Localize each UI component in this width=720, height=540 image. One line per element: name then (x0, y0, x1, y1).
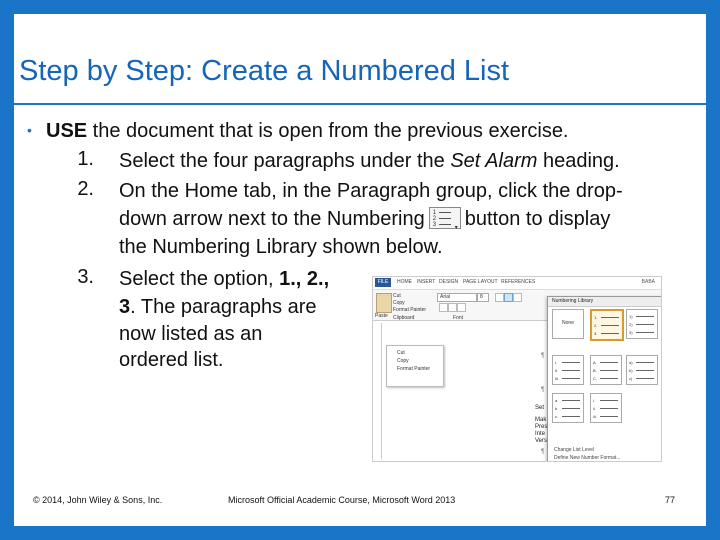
numbering-library-option[interactable] (552, 355, 584, 385)
paragraph-mark: ¶ (541, 387, 545, 393)
clipboard-group-label: Clipboard (393, 315, 415, 321)
option-mark: 1) (629, 314, 633, 319)
option-line (636, 324, 654, 325)
ctx-format-painter[interactable]: Format Painter (397, 366, 431, 372)
top-right-label: BABA (641, 279, 655, 285)
context-menu (386, 345, 444, 387)
bold-button[interactable] (439, 303, 448, 312)
option-mark: C. (593, 376, 597, 381)
numbering-library-option[interactable] (590, 309, 624, 341)
step-3-line3: now listed as an (119, 323, 263, 345)
footer-course: Microsoft Official Academic Course, Microsoft Word 2013 (228, 495, 456, 505)
document-area[interactable] (381, 323, 545, 459)
option-mark: c. (555, 414, 559, 419)
bullet-marker: • (27, 122, 32, 138)
option-mark: c) (629, 376, 633, 381)
option-mark: b) (629, 368, 633, 373)
font-size-box[interactable]: 8 (477, 293, 489, 302)
step-1-italic: Set Alarm (450, 150, 538, 172)
option-mark: 3. (594, 331, 598, 336)
file-tab[interactable]: FILE (375, 278, 391, 287)
option-mark: III. (555, 376, 560, 381)
option-mark: 3) (629, 330, 633, 335)
menu-change-list-level[interactable]: Change List Level (554, 447, 595, 453)
numbering-library-option[interactable] (626, 355, 658, 385)
numbering-library-option[interactable] (552, 309, 584, 339)
doc-peek-4: Inte (535, 431, 546, 437)
numbering-library-option[interactable] (626, 309, 658, 339)
numbering-library-option[interactable] (590, 355, 622, 385)
paragraph-mark: ¶ (541, 353, 545, 359)
step-1-pre: Select the four paragraphs under the (119, 150, 451, 172)
option-line (636, 316, 654, 317)
option-line (562, 416, 580, 417)
option-mark: ii. (593, 406, 596, 411)
option-line (636, 378, 654, 379)
menu-define-new-format[interactable]: Define New Number Format... (554, 455, 621, 461)
title-divider (14, 103, 706, 105)
step-3-line1 (119, 266, 329, 292)
option-mark: 2. (594, 323, 598, 328)
font-group-label: Font (453, 315, 464, 321)
tab-design[interactable]: DESIGN (439, 279, 459, 285)
option-line (600, 370, 618, 371)
option-line (562, 378, 580, 379)
step-2-number: 2. (77, 178, 94, 200)
copy-button[interactable]: Copy (393, 300, 405, 306)
step-1-post: heading. (537, 150, 620, 172)
cut-button[interactable]: Cut (393, 293, 401, 299)
slide-title: Step by Step: Create a Numbered List (19, 55, 510, 87)
option-line (562, 408, 580, 409)
option-line (601, 333, 619, 334)
ribbon-tab-bar (373, 277, 661, 290)
option-mark: B. (593, 368, 597, 373)
option-line (600, 416, 618, 417)
option-mark: 2) (629, 322, 633, 327)
option-mark: a) (629, 360, 633, 365)
option-line (600, 400, 618, 401)
italic-button[interactable] (448, 303, 457, 312)
paste-label: Paste (375, 313, 388, 319)
doc-peek-1: Set (535, 405, 545, 411)
word-screenshot (372, 276, 662, 462)
bullets-button[interactable] (495, 293, 504, 302)
numbering-library-header: Numbering Library (548, 297, 662, 307)
ctx-cut[interactable]: Cut (397, 350, 405, 356)
underline-button[interactable] (457, 303, 466, 312)
step-3-line4: ordered list. (119, 349, 224, 371)
step-2-line2 (119, 206, 610, 232)
option-mark: II. (555, 368, 559, 373)
format-painter-button[interactable]: Format Painter (393, 307, 427, 313)
doc-peek-3: Pres (535, 424, 548, 430)
option-line (601, 325, 619, 326)
bullet-rest: the document that is open from the previous exercise. (87, 120, 569, 142)
tab-home[interactable]: HOME (397, 279, 412, 285)
option-mark: I. (555, 360, 558, 365)
numbering-library-dropdown (547, 296, 662, 462)
font-name-box[interactable]: Arial (437, 293, 477, 302)
bullet-bold-use: USE (46, 120, 88, 142)
ctx-copy[interactable]: Copy (397, 358, 409, 364)
step-2-line2-post: button to display (464, 208, 611, 230)
step-1-text (119, 148, 620, 174)
tab-page-layout[interactable]: PAGE LAYOUT (463, 279, 498, 285)
option-line (600, 378, 618, 379)
option-mark: iii. (593, 414, 597, 419)
paste-icon[interactable] (376, 293, 392, 313)
option-mark: 1. (594, 315, 598, 320)
option-mark: b. (555, 406, 559, 411)
step-3-line2-post: . The paragraphs are (130, 296, 317, 318)
option-mark: a. (555, 398, 559, 403)
bullet-text (46, 118, 569, 144)
option-line (600, 362, 618, 363)
option-line (562, 370, 580, 371)
step-2-line1: On the Home tab, in the Paragraph group, click the drop- (119, 180, 623, 202)
option-line (601, 317, 619, 318)
paragraph-mark: ¶ (541, 449, 545, 455)
tab-insert[interactable]: INSERT (417, 279, 436, 285)
step-2-line3: the Numbering Library shown below. (119, 236, 443, 258)
option-line (636, 370, 654, 371)
doc-peek-5: Vers (535, 438, 548, 444)
option-label: None (562, 320, 574, 326)
step-3-line2 (119, 294, 317, 320)
footer-copyright: © 2014, John Wiley & Sons, Inc. (33, 495, 163, 505)
option-line (562, 400, 580, 401)
step-3-line1-pre: Select the option, (119, 268, 280, 290)
option-line (600, 408, 618, 409)
doc-peek-2: Mak (535, 417, 547, 423)
numbering-library-option[interactable] (552, 393, 584, 423)
multilevel-button[interactable] (513, 293, 522, 302)
numbering-icon: 1 2 3 ▾ (429, 207, 461, 229)
footer-page-number: 77 (665, 495, 676, 505)
numbering-library-option[interactable] (590, 393, 622, 423)
numbering-button[interactable] (504, 293, 513, 302)
tab-references[interactable]: REFERENCES (501, 279, 536, 285)
option-line (636, 362, 654, 363)
option-line (636, 332, 654, 333)
step-3-line1-bold: 1., 2., (279, 268, 330, 290)
option-line (562, 362, 580, 363)
step-3-line2-bold: 3 (119, 296, 131, 318)
step-2-line2-pre: down arrow next to the Numbering (119, 208, 425, 230)
option-mark: i. (593, 398, 595, 403)
step-3-number: 3. (77, 266, 94, 288)
step-1-number: 1. (77, 148, 94, 170)
option-mark: A. (593, 360, 597, 365)
